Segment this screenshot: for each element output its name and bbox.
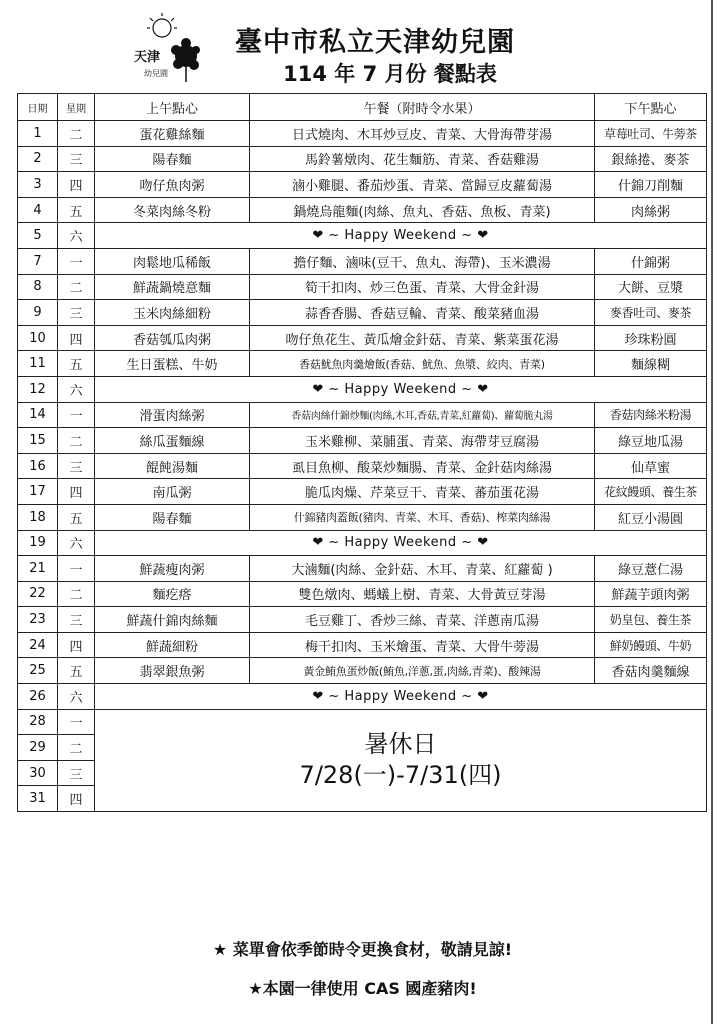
weekend-text: ~ Happy Weekend ~ xyxy=(328,381,473,397)
morning-snack-cell: 陽春麵 xyxy=(95,504,250,530)
lunch-cell: 筍干扣肉、炒三色蛋、青菜、大骨金針湯 xyxy=(250,274,595,300)
table-row xyxy=(18,146,707,172)
date-cell: 22 xyxy=(18,581,58,607)
lunch-cell: 雙色燉肉、螞蟻上樹、青菜、大骨黃豆芽湯 xyxy=(250,581,595,607)
summer-holiday-title: 暑休日 xyxy=(364,730,437,759)
weekend-cell xyxy=(95,223,707,249)
summer-holiday-row xyxy=(18,709,707,735)
table-row xyxy=(18,248,707,274)
date-cell: 2 xyxy=(18,146,58,172)
morning-snack-cell: 生日蛋糕、牛奶 xyxy=(95,351,250,377)
morning-snack-cell: 翡翠銀魚粥 xyxy=(95,658,250,684)
table-row xyxy=(18,607,707,633)
heart-icon: ❤ xyxy=(312,688,324,704)
date-cell: 19 xyxy=(18,530,58,556)
heart-icon: ❤ xyxy=(477,688,489,704)
afternoon-snack-cell: 麥香吐司、麥茶 xyxy=(595,300,707,326)
morning-snack-cell: 玉米肉絲細粉 xyxy=(95,300,250,326)
table-row xyxy=(18,197,707,223)
lunch-cell: 擔仔麵、滷味(豆干、魚丸、海帶)、玉米濃湯 xyxy=(250,248,595,274)
morning-snack-cell: 冬菜肉絲冬粉 xyxy=(95,197,250,223)
date-cell: 28 xyxy=(18,709,58,735)
date-cell: 4 xyxy=(18,197,58,223)
afternoon-snack-cell: 麵線糊 xyxy=(595,351,707,377)
date-cell: 29 xyxy=(18,735,58,761)
weekday-cell: 五 xyxy=(58,504,95,530)
date-cell: 16 xyxy=(18,453,58,479)
heart-icon: ❤ xyxy=(477,381,489,397)
afternoon-snack-cell: 紅豆小湯圓 xyxy=(595,504,707,530)
lunch-cell: 香菇肉絲什錦炒麵(肉絲,木耳,香菇,青菜,紅蘿蔔)、蘿蔔脆丸湯 xyxy=(250,402,595,428)
morning-snack-cell: 香菇瓠瓜肉粥 xyxy=(95,325,250,351)
lunch-cell: 梅干扣肉、玉米燴蛋、青菜、大骨牛蒡湯 xyxy=(250,632,595,658)
morning-snack-cell: 鮮蔬什錦肉絲麵 xyxy=(95,607,250,633)
afternoon-snack-cell: 綠豆薏仁湯 xyxy=(595,556,707,582)
weekday-cell: 一 xyxy=(58,709,95,735)
date-cell: 7 xyxy=(18,248,58,274)
date-cell: 9 xyxy=(18,300,58,326)
page-title: 臺中市私立天津幼兒園 xyxy=(235,27,515,58)
heart-icon: ❤ xyxy=(312,381,324,397)
afternoon-snack-cell: 仙草蜜 xyxy=(595,453,707,479)
weekday-cell: 三 xyxy=(58,760,95,786)
heart-icon: ❤ xyxy=(477,228,489,244)
table-row xyxy=(18,453,707,479)
date-cell: 26 xyxy=(18,684,58,710)
afternoon-snack-cell: 什錦粥 xyxy=(595,248,707,274)
footer-note-cas-pork: ★本園一律使用 CAS 國產豬肉! xyxy=(248,979,477,998)
table-row xyxy=(18,632,707,658)
heart-icon: ❤ xyxy=(312,535,324,551)
weekday-cell: 六 xyxy=(58,530,95,556)
lunch-cell: 大滷麵(肉絲、金針菇、木耳、青菜、紅蘿蔔 ) xyxy=(250,556,595,582)
morning-snack-cell: 南瓜粥 xyxy=(95,479,250,505)
morning-snack-cell: 麵疙瘩 xyxy=(95,581,250,607)
weekday-cell: 四 xyxy=(58,479,95,505)
date-cell: 15 xyxy=(18,428,58,454)
table-row xyxy=(18,402,707,428)
table-row xyxy=(18,172,707,198)
col-header-morning: 上午點心 xyxy=(95,94,250,121)
lunch-cell: 玉米雞柳、菜脯蛋、青菜、海帶芽豆腐湯 xyxy=(250,428,595,454)
table-row xyxy=(18,479,707,505)
afternoon-snack-cell: 銀絲捲、麥茶 xyxy=(595,146,707,172)
weekday-cell: 六 xyxy=(58,223,95,249)
table-row xyxy=(18,658,707,684)
weekday-cell: 二 xyxy=(58,735,95,761)
date-cell: 14 xyxy=(18,402,58,428)
col-header-weekday: 星期 xyxy=(58,94,95,121)
weekday-cell: 五 xyxy=(58,658,95,684)
table-row xyxy=(18,556,707,582)
lunch-cell: 黃金鮪魚蛋炒飯(鮪魚,洋蔥,蛋,肉絲,青菜)、酸辣湯 xyxy=(250,658,595,684)
weekday-cell: 四 xyxy=(58,786,95,812)
lunch-cell: 脆瓜肉燥、芹菜豆干、青菜、蕃茄蛋花湯 xyxy=(250,479,595,505)
weekend-row xyxy=(18,223,707,249)
weekday-cell: 二 xyxy=(58,274,95,300)
morning-snack-cell: 鮮蔬細粉 xyxy=(95,632,250,658)
morning-snack-cell: 肉鬆地瓜稀飯 xyxy=(95,248,250,274)
table-row xyxy=(18,274,707,300)
morning-snack-cell: 餛飩湯麵 xyxy=(95,453,250,479)
meal-table-body xyxy=(18,121,707,812)
date-cell: 31 xyxy=(18,786,58,812)
scan-edge-line xyxy=(711,0,713,1024)
weekend-text: ~ Happy Weekend ~ xyxy=(328,535,473,551)
weekend-row xyxy=(18,530,707,556)
logo-text: 天津 xyxy=(134,50,161,65)
weekday-cell: 六 xyxy=(58,684,95,710)
col-header-lunch: 午餐（附時令水果） xyxy=(250,94,595,121)
morning-snack-cell: 鮮蔬瘦肉粥 xyxy=(95,556,250,582)
table-row xyxy=(18,300,707,326)
date-cell: 8 xyxy=(18,274,58,300)
summer-holiday-cell xyxy=(95,709,707,811)
weekday-cell: 五 xyxy=(58,197,95,223)
page-header xyxy=(0,0,725,92)
date-cell: 10 xyxy=(18,325,58,351)
table-row xyxy=(18,428,707,454)
afternoon-snack-cell: 奶皇包、養生茶 xyxy=(595,607,707,633)
lunch-cell: 蒜香香腸、香菇豆輪、青菜、酸菜豬血湯 xyxy=(250,300,595,326)
lunch-cell: 鍋燒烏龍麵(肉絲、魚丸、香菇、魚板、青菜) xyxy=(250,197,595,223)
weekday-cell: 二 xyxy=(58,121,95,147)
date-cell: 18 xyxy=(18,504,58,530)
morning-snack-cell: 蛋花雞絲麵 xyxy=(95,121,250,147)
date-cell: 3 xyxy=(18,172,58,198)
date-cell: 24 xyxy=(18,632,58,658)
weekend-text: ~ Happy Weekend ~ xyxy=(328,228,473,244)
date-cell: 12 xyxy=(18,376,58,402)
weekend-cell xyxy=(95,376,707,402)
weekend-cell xyxy=(95,530,707,556)
logo-subtext: 幼兒園 xyxy=(144,69,168,78)
weekday-cell: 四 xyxy=(58,325,95,351)
table-row xyxy=(18,504,707,530)
weekday-cell: 一 xyxy=(58,248,95,274)
date-cell: 30 xyxy=(18,760,58,786)
afternoon-snack-cell: 香菇肉羹麵線 xyxy=(595,658,707,684)
weekday-cell: 三 xyxy=(58,607,95,633)
afternoon-snack-cell: 大餅、豆漿 xyxy=(595,274,707,300)
weekend-row xyxy=(18,684,707,710)
lunch-cell: 滷小雞腿、番茄炒蛋、青菜、當歸豆皮蘿蔔湯 xyxy=(250,172,595,198)
weekday-cell: 二 xyxy=(58,428,95,454)
weekday-cell: 三 xyxy=(58,146,95,172)
morning-snack-cell: 滑蛋肉絲粥 xyxy=(95,402,250,428)
weekday-cell: 三 xyxy=(58,300,95,326)
morning-snack-cell: 鮮蔬鍋燒意麵 xyxy=(95,274,250,300)
school-logo xyxy=(134,10,200,84)
table-row xyxy=(18,121,707,147)
table-header-row xyxy=(18,94,707,121)
afternoon-snack-cell: 花紋饅頭、養生茶 xyxy=(595,479,707,505)
afternoon-snack-cell: 草莓吐司、牛蒡茶 xyxy=(595,121,707,147)
weekend-row xyxy=(18,376,707,402)
lunch-cell: 毛豆雞丁、香炒三絲、青菜、洋蔥南瓜湯 xyxy=(250,607,595,633)
lunch-cell: 日式燒肉、木耳炒豆皮、青菜、大骨海帶芽湯 xyxy=(250,121,595,147)
afternoon-snack-cell: 香菇肉絲米粉湯 xyxy=(595,402,707,428)
morning-snack-cell: 陽春麵 xyxy=(95,146,250,172)
date-cell: 5 xyxy=(18,223,58,249)
weekday-cell: 三 xyxy=(58,453,95,479)
lunch-cell: 馬鈴薯燉肉、花生麵筋、青菜、香菇雞湯 xyxy=(250,146,595,172)
col-header-afternoon: 下午點心 xyxy=(595,94,707,121)
weekday-cell: 四 xyxy=(58,632,95,658)
date-cell: 23 xyxy=(18,607,58,633)
afternoon-snack-cell: 鮮蔬芋頭肉粥 xyxy=(595,581,707,607)
weekday-cell: 五 xyxy=(58,351,95,377)
weekday-cell: 一 xyxy=(58,402,95,428)
date-cell: 21 xyxy=(18,556,58,582)
heart-icon: ❤ xyxy=(312,228,324,244)
col-header-date: 日期 xyxy=(18,94,58,121)
weekend-text: ~ Happy Weekend ~ xyxy=(328,688,473,704)
afternoon-snack-cell: 鮮奶饅頭、牛奶 xyxy=(595,632,707,658)
table-row xyxy=(18,581,707,607)
weekday-cell: 四 xyxy=(58,172,95,198)
date-cell: 25 xyxy=(18,658,58,684)
lunch-cell: 香菇魷魚肉羹燴飯(香菇、魷魚、魚漿、絞肉、青菜) xyxy=(250,351,595,377)
afternoon-snack-cell: 肉絲粥 xyxy=(595,197,707,223)
weekend-cell xyxy=(95,684,707,710)
lunch-cell: 吻仔魚花生、黃瓜燴金針菇、青菜、紫菜蛋花湯 xyxy=(250,325,595,351)
date-cell: 17 xyxy=(18,479,58,505)
afternoon-snack-cell: 什錦刀削麵 xyxy=(595,172,707,198)
summer-holiday-range: 7/28(一)-7/31(四) xyxy=(299,761,502,790)
afternoon-snack-cell: 珍珠粉圓 xyxy=(595,325,707,351)
weekday-cell: 一 xyxy=(58,556,95,582)
weekday-cell: 六 xyxy=(58,376,95,402)
morning-snack-cell: 絲瓜蛋麵線 xyxy=(95,428,250,454)
meal-table xyxy=(17,93,707,812)
afternoon-snack-cell: 綠豆地瓜湯 xyxy=(595,428,707,454)
date-cell: 11 xyxy=(18,351,58,377)
morning-snack-cell: 吻仔魚肉粥 xyxy=(95,172,250,198)
lunch-cell: 什錦豬肉蓋飯(豬肉、青菜、木耳、香菇)、榨菜肉絲湯 xyxy=(250,504,595,530)
heart-icon: ❤ xyxy=(477,535,489,551)
weekday-cell: 二 xyxy=(58,581,95,607)
table-row xyxy=(18,325,707,351)
table-row xyxy=(18,351,707,377)
footer-note-seasonal: ★ 菜單會依季節時令更換食材，敬請見諒! xyxy=(212,940,513,959)
lunch-cell: 虱目魚柳、酸菜炒麵腸、青菜、金針菇肉絲湯 xyxy=(250,453,595,479)
page-subtitle: 114 年 7 月份 餐點表 xyxy=(283,62,497,86)
date-cell: 1 xyxy=(18,121,58,147)
